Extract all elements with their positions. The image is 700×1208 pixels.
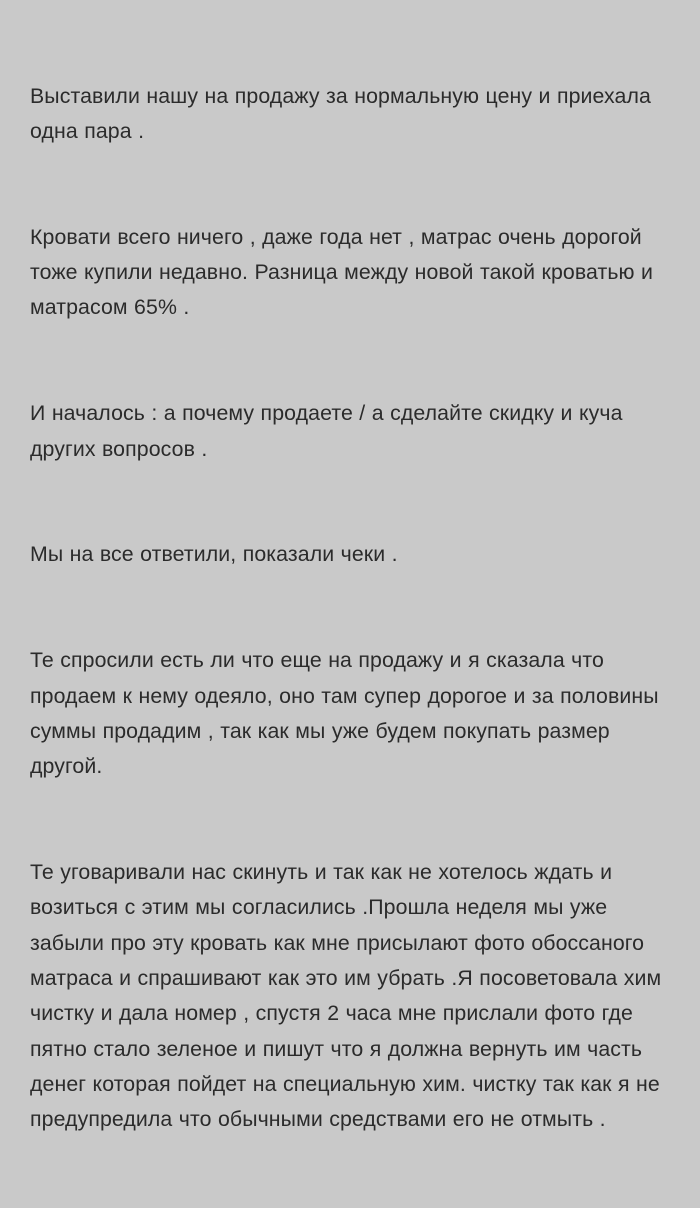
paragraph-5: Те спросили есть ли что еще на продажу и я сказала что продаем к нему одеяло, оно там супер дорогое и за половины суммы продадим , так как мы уже будем покупать размер другой. [30, 648, 666, 779]
paragraph-3: И началось : а почему продаете / а сделайте скидку и куча других вопросов . [30, 401, 629, 461]
paragraph-2: Кровати всего ничего , даже года нет , матрас очень дорогой тоже купили недавно. Разница между новой такой кроватью и матрасом 65% . [30, 224, 660, 320]
paragraph-1: Выставили нашу на продажу за нормальную цену и приехала одна пара . [30, 83, 658, 143]
document-text [30, 8, 678, 1208]
paragraph-6: Те уговаривали нас скинуть и так как не хотелось ждать и возиться с этим мы согласились .Прошла неделя мы уже забыли про эту кровать как мне присылают фото обоссаного матраса и спрашивают как это им убрать .Я посоветовала хим чистку и дала номер , спустя 2 часа мне прислали фото где пятно стало зеленое и пишут что я должна вернуть им часть денег которая пойдет на специальную хим. чистку так как я не предупредила что обычными средствами его не отмыть . [30, 860, 668, 1132]
paragraph-4: Мы на все ответили, показали чеки . [30, 542, 398, 567]
